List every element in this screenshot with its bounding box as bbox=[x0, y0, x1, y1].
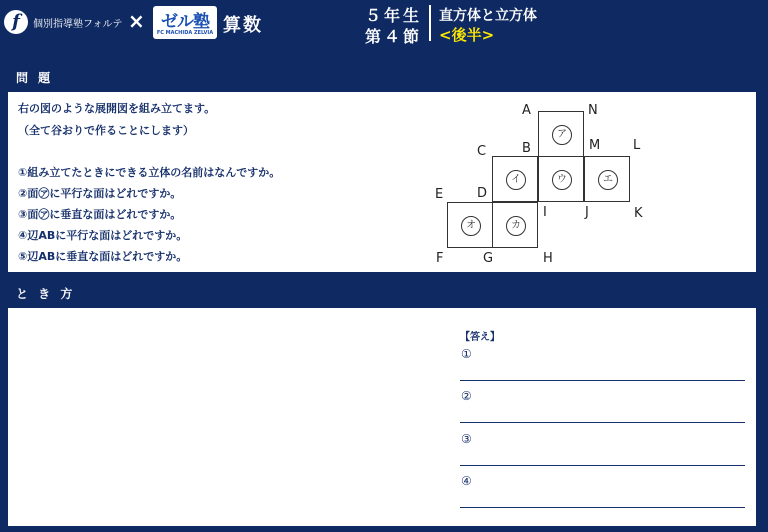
answer-2-label: ② bbox=[461, 389, 472, 403]
forte-logo-icon: f bbox=[4, 10, 28, 34]
solution-panel bbox=[6, 278, 758, 528]
problem-note: （全て谷おりで作ることにします） bbox=[18, 124, 194, 137]
topic-title: 直方体と立方体 bbox=[439, 8, 537, 24]
face-i-label: イ bbox=[506, 170, 526, 190]
point-l: L bbox=[633, 138, 641, 153]
point-d: D bbox=[477, 186, 488, 201]
point-g: G bbox=[483, 251, 494, 266]
grade-label: ５年生 bbox=[364, 6, 422, 25]
answer-2-line[interactable] bbox=[460, 422, 745, 423]
header-divider bbox=[429, 5, 431, 41]
face-ka-label: カ bbox=[506, 216, 526, 236]
problem-intro: 右の図のような展開図を組み立てます。 bbox=[18, 102, 216, 115]
zelu-logo-text: ゼル塾 bbox=[161, 12, 209, 32]
face-o-label: オ bbox=[461, 216, 481, 236]
face-e-label: エ bbox=[598, 170, 618, 190]
problem-panel bbox=[6, 62, 758, 274]
collab-cross: × bbox=[128, 9, 145, 33]
problem-heading: 問 題 bbox=[8, 64, 756, 92]
question-4: ④辺ABに平行な面はどれですか。 bbox=[18, 229, 188, 242]
point-a: A bbox=[522, 103, 531, 118]
point-b: B bbox=[522, 141, 531, 156]
solution-heading: と き 方 bbox=[8, 280, 756, 308]
question-1: ①組み立てたときにできる立体の名前はなんですか。 bbox=[18, 166, 281, 179]
zelu-logo-subtext: FC MACHIDA ZELVIA bbox=[156, 30, 214, 36]
point-k: K bbox=[634, 206, 643, 221]
answer-1-label: ① bbox=[461, 347, 472, 361]
point-j: J bbox=[585, 205, 589, 220]
header-bar bbox=[0, 0, 768, 46]
brand-name: 個別指導塾フォルテ bbox=[33, 19, 123, 30]
question-2: ②面㋐に平行な面はどれですか。 bbox=[18, 187, 182, 200]
zelu-logo bbox=[153, 6, 217, 39]
point-e: E bbox=[435, 187, 444, 202]
answer-3-line[interactable] bbox=[460, 465, 745, 466]
answer-1-line[interactable] bbox=[460, 380, 745, 381]
answer-3-label: ③ bbox=[461, 432, 472, 446]
lesson-label: 第４節 bbox=[364, 27, 422, 46]
point-h: H bbox=[543, 251, 553, 266]
answer-heading: 【答え】 bbox=[460, 332, 500, 343]
point-c: C bbox=[477, 144, 487, 159]
subject-label: 算数 bbox=[223, 15, 263, 36]
point-f: F bbox=[436, 251, 444, 266]
face-a-label: ア bbox=[552, 125, 572, 145]
answer-4-line[interactable] bbox=[460, 507, 745, 508]
question-3: ③面㋐に垂直な面はどれですか。 bbox=[18, 208, 182, 221]
point-n: N bbox=[588, 103, 598, 118]
face-u-label: ウ bbox=[552, 170, 572, 190]
point-i: I bbox=[543, 205, 547, 220]
question-5: ⑤辺ABに垂直な面はどれですか。 bbox=[18, 250, 188, 263]
point-m: M bbox=[589, 138, 601, 153]
answer-4-label: ④ bbox=[461, 474, 472, 488]
part-label: <後半> bbox=[439, 26, 495, 44]
